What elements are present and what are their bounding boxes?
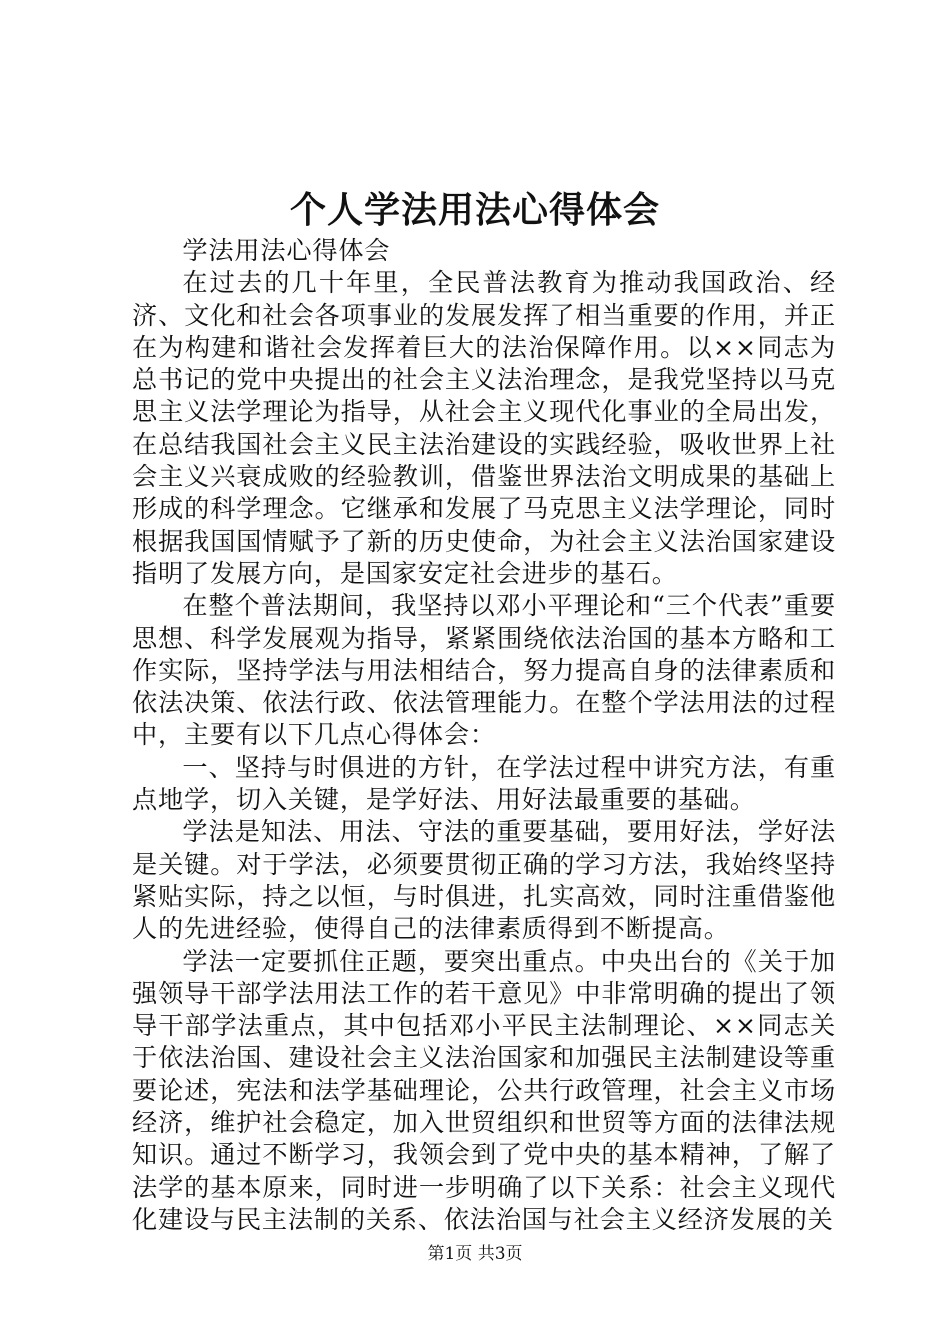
paragraph-heading-point-one: 一、坚持与时俱进的方针，在学法过程中讲究方法，有重点地学，切入关键，是学好法、用好法最重要的基础。 [132, 752, 836, 815]
document-body [132, 235, 836, 1236]
paragraph: 在整个普法期间，我坚持以邓小平理论和“三个代表”重要思想、科学发展观为指导，紧紧围绕依法治国的基本方略和工作实际，坚持学法与用法相结合，努力提高自身的法律素质和依法决策、依法行政、依法管理能力。在整个学法用法的过程中，主要有以下几点心得体会： [132, 591, 836, 750]
page-number-footer: 第1页 共3页 [427, 1244, 523, 1264]
paragraph-subtitle: 学法用法心得体会 [182, 236, 391, 265]
document-title: 个人学法用法心得体会 [289, 189, 660, 231]
paragraph: 在过去的几十年里，全民普法教育为推动我国政治、经济、文化和社会各项事业的发展发挥了相当重要的作用，并正在为构建和谐社会发挥着巨大的法治保障作用。以××同志为总书记的党中央提出的社会主义法治理念，是我党坚持以马克思主义法学理论为指导，从社会主义现代化事业的全局出发，在总结我国社会主义民主法治建设的实践经验，吸收世界上社会主义兴衰成败的经验教训，借鉴世界法治文明成果的基础上形成的科学理念。它继承和发展了马克思主义法学理论，同时根据我国国情赋予了新的历史使命，为社会主义法治国家建设指明了发展方向，是国家安定社会进步的基石。 [132, 268, 836, 588]
paragraph: 学法是知法、用法、守法的重要基础，要用好法，学好法是关键。对于学法，必须要贯彻正确的学习方法，我始终坚持紧贴实际，持之以恒，与时俱进，扎实高效，同时注重借鉴他人的先进经验，使得自己的法律素质得到不断提高。 [132, 817, 836, 944]
paragraph: 学法一定要抓住正题，要突出重点。中央出台的《关于加强领导干部学法用法工作的若干意见》中非常明确的提出了领导干部学法重点，其中包括邓小平民主法制理论、××同志关于依法治国、建设社会主义法治国家和加强民主法制建设等重要论述，宪法和法学基础理论，公共行政管理，社会主义市场经济，维护社会稳定，加入世贸组织和世贸等方面的法律法规知识。通过不断学习，我领会到了党中央的基本精神，了解了法学的基本原来，同时进一步明确了以下关系：社会主义现代化建设与民主法制的关系、依法治国与社会主义经济发展的关 [132, 946, 836, 1234]
